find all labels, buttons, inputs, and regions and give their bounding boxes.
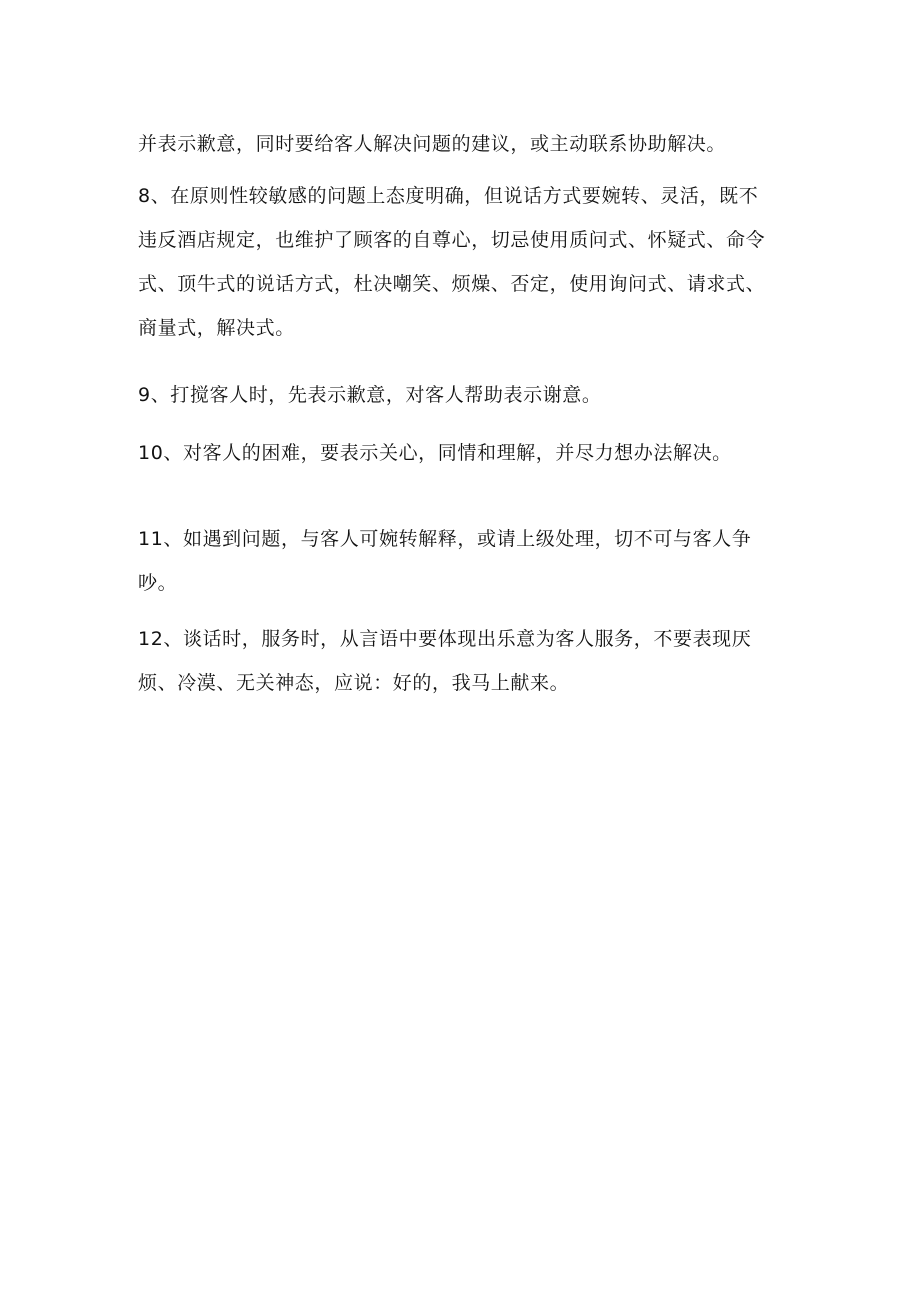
text-line: 11、如遇到问题，与客人可婉转解释，或请上级处理，切不可与客人争 (138, 528, 752, 550)
text-line: 商量式，解决式。 (138, 317, 295, 339)
paragraph-item-9 (138, 379, 788, 411)
text-line: 烦、冷漠、无关神态，应说：好的，我马上献来。 (138, 672, 570, 694)
text-line: 9、打搅客人时，先表示歉意，对客人帮助表示谢意。 (138, 384, 602, 406)
paragraph-item-11 (138, 517, 788, 605)
text-line: 10、对客人的困难，要表示关心，同情和理解，并尽力想办法解决。 (138, 442, 732, 464)
paragraph-item-8 (138, 174, 788, 350)
text-line: 12、谈话时，服务时，从言语中要体现出乐意为客人服务，不要表现厌 (138, 628, 752, 650)
text-line: 8、在原则性较敏感的问题上态度明确，但说话方式要婉转、灵活，既不 (138, 185, 759, 207)
text-line: 违反酒店规定，也维护了顾客的自尊心，切忌使用质问式、怀疑式、命令 (138, 229, 766, 251)
paragraph-continuation (138, 128, 788, 160)
paragraph-item-12 (138, 617, 788, 705)
text-line: 并表示歉意，同时要给客人解决问题的建议，或主动联系协助解决。 (138, 133, 727, 155)
text-line: 吵。 (138, 572, 178, 594)
paragraph-item-10 (138, 437, 788, 469)
text-line: 式、顶牛式的说话方式，杜决嘲笑、烦燥、否定，使用询问式、请求式、 (138, 273, 766, 295)
